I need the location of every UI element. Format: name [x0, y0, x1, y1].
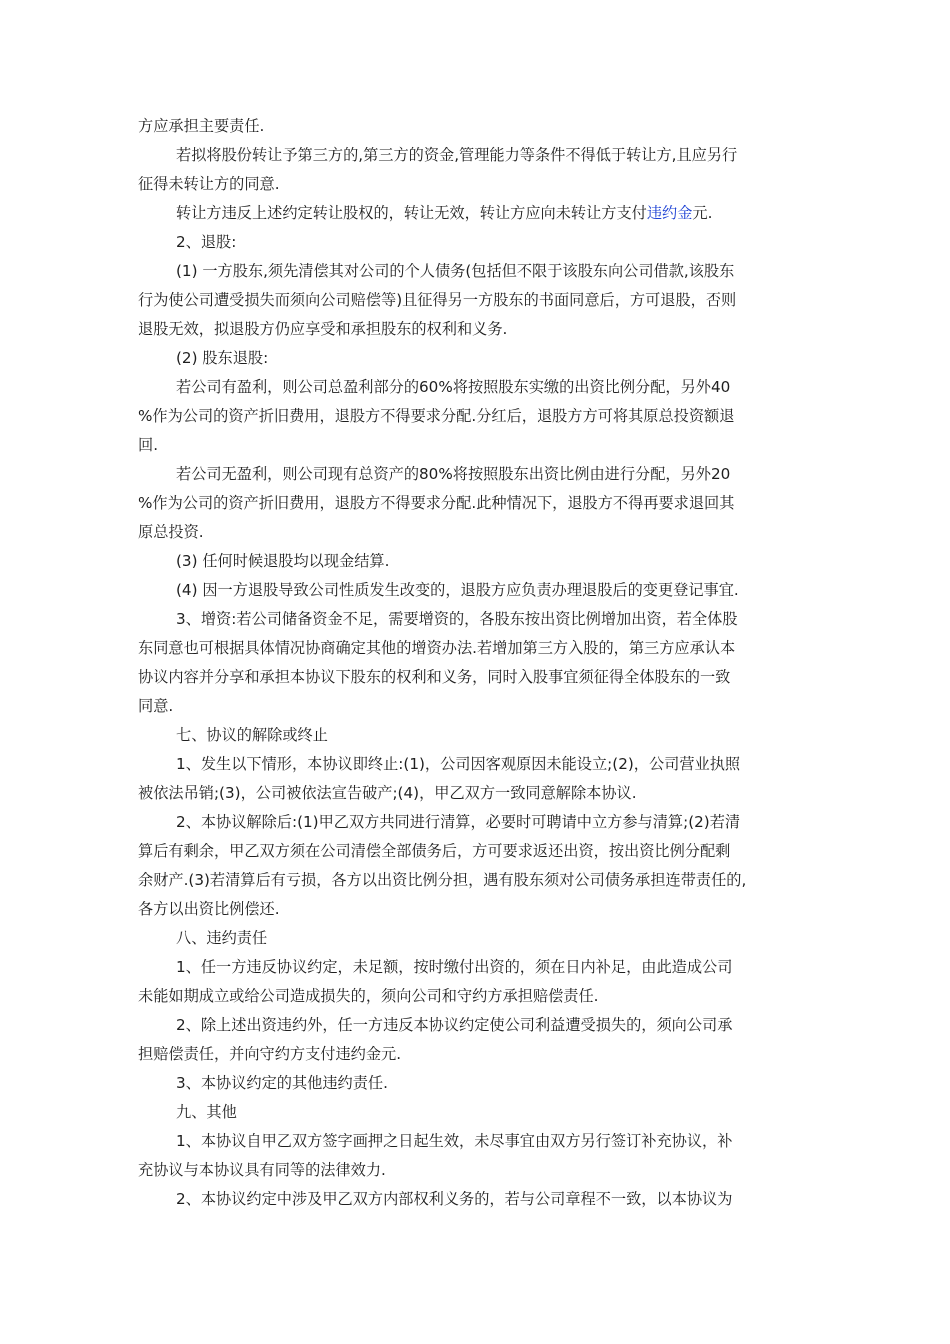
text-line: 各方以出资比例偿还.	[138, 900, 280, 918]
section-heading: 九、其他	[176, 1103, 237, 1121]
text-line: %作为公司的资产折旧费用，退股方不得要求分配.此种情况下，退股方不得再要求退回其	[138, 494, 735, 512]
text-line: 未能如期成立或给公司造成损失的，须向公司和守约方承担赔偿责任.	[138, 987, 599, 1005]
text-line: 若拟将股份转让予第三方的,第三方的资金,管理能力等条件不得低于转让方,且应另行	[176, 146, 738, 164]
text-line: 担赔偿责任，并向守约方支付违约金元.	[138, 1045, 402, 1063]
text-line: %作为公司的资产折旧费用，退股方不得要求分配.分红后，退股方方可将其原总投资额退	[138, 407, 735, 425]
text-line: 原总投资.	[138, 523, 204, 541]
section-heading: 八、违约责任	[176, 929, 268, 947]
text-line: 同意.	[138, 697, 174, 715]
text-line: (3) 任何时候退股均以现金结算.	[176, 552, 390, 570]
text-line: 余财产.(3)若清算后有亏损，各方以出资比例分担，遇有股东须对公司债务承担连带责任的,	[138, 871, 747, 889]
text-line: 征得未转让方的同意.	[138, 175, 280, 193]
text-line: 1、任一方违反协议约定，未足额，按时缴付出资的，须在日内补足，由此造成公司	[176, 958, 733, 976]
text-line: 充协议与本协议具有同等的法律效力.	[138, 1161, 386, 1179]
text-line: 回.	[138, 436, 159, 454]
text-line: 2、本协议解除后:(1)甲乙双方共同进行清算，必要时可聘请中立方参与清算;(2)若清	[176, 813, 741, 831]
text-line: 被依法吊销;(3)，公司被依法宣告破产;(4)，甲乙双方一致同意解除本协议.	[138, 784, 637, 802]
text-line: 1、本协议自甲乙双方签字画押之日起生效，未尽事宜由双方另行签订补充协议，补	[176, 1132, 733, 1150]
section-heading: 2、退股:	[176, 233, 237, 251]
section-heading: 七、协议的解除或终止	[176, 726, 328, 744]
text-line: 2、本协议约定中涉及甲乙双方内部权利义务的，若与公司章程不一致，以本协议为	[176, 1190, 733, 1208]
text-line: 方应承担主要责任.	[138, 117, 265, 135]
text-segment: 元.	[692, 204, 713, 222]
text-line: 1、发生以下情形，本协议即终止:(1)，公司因客观原因未能设立;(2)，公司营业执照	[176, 755, 741, 773]
text-line: (2) 股东退股:	[176, 349, 269, 367]
text-line: 行为使公司遭受损失而须向公司赔偿等)且征得另一方股东的书面同意后，方可退股，否则	[138, 291, 737, 309]
text-line: 3、本协议约定的其他违约责任.	[176, 1074, 388, 1092]
text-line: 2、除上述出资违约外，任一方违反本协议约定使公司利益遭受损失的，须向公司承	[176, 1016, 733, 1034]
text-line: 退股无效，拟退股方仍应享受和承担股东的权利和义务.	[138, 320, 508, 338]
text-line: 协议内容并分享和承担本协议下股东的权利和义务，同时入股事宜须征得全体股东的一致	[138, 668, 731, 686]
text-segment: 转让方违反上述约定转让股权的，转让无效，转让方应向未转让方支付	[176, 204, 647, 222]
text-line: 算后有剩余，甲乙双方须在公司清偿全部债务后，方可要求返还出资，按出资比例分配剩	[138, 842, 731, 860]
text-line: 东同意也可根据具体情况协商确定其他的增资办法.若增加第三方入股的，第三方应承认本	[138, 639, 736, 657]
text-line: (1) 一方股东,须先清偿其对公司的个人债务(包括但不限于该股东向公司借款,该股东	[176, 262, 735, 280]
penalty-link[interactable]: 违约金	[646, 204, 693, 222]
text-line: 3、增资:若公司储备资金不足，需要增资的，各股东按出资比例增加出资，若全体股	[176, 610, 738, 628]
document-page	[138, 112, 822, 1214]
text-line: (4) 因一方退股导致公司性质发生改变的，退股方应负责办理退股后的变更登记事宜.	[176, 581, 739, 599]
text-line	[138, 199, 822, 228]
text-line: 若公司无盈利，则公司现有总资产的80%将按照股东出资比例由进行分配，另外20	[176, 465, 731, 483]
text-line: 若公司有盈利，则公司总盈利部分的60%将按照股东实缴的出资比例分配，另外40	[176, 378, 731, 396]
